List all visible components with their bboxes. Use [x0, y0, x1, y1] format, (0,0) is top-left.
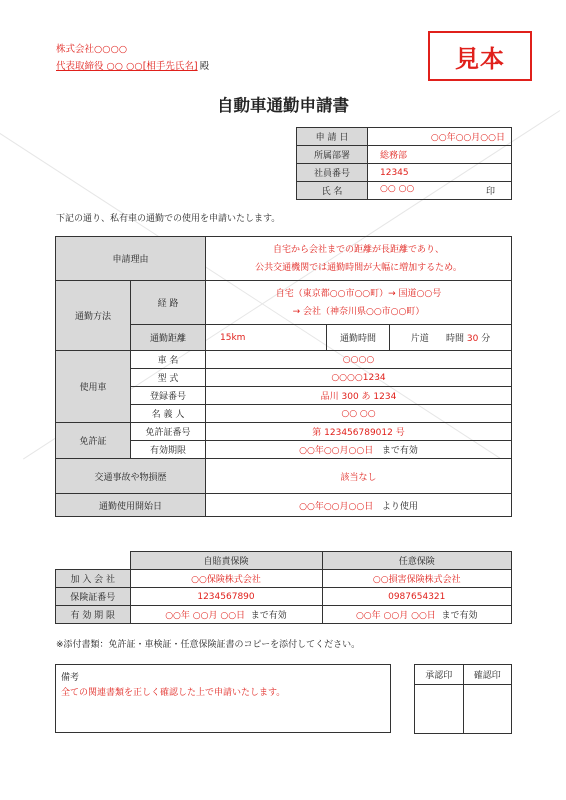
route-cell [206, 281, 512, 325]
time-prefix: 片道 [410, 334, 429, 344]
table-row [56, 552, 512, 570]
license-label: 免許証 [56, 423, 131, 459]
table-row [56, 588, 512, 606]
model-value: ○○○○1234 [206, 369, 512, 387]
policy-number-label: 保険証番号 [56, 588, 131, 606]
compulsory-policy-number: 1234567890 [130, 588, 322, 606]
license-expiry-suffix: まで有効 [381, 446, 418, 456]
attachment-note: ※添付書類：免許証・車検証・任意保険証書のコピーを添付してください。 [56, 640, 361, 650]
confirmation-seal-label: 確認印 [463, 665, 512, 685]
model-label: 型 式 [131, 369, 206, 387]
date-label: 申 請 日 [297, 128, 368, 146]
reason-label: 申請理由 [56, 237, 206, 281]
application-form-table [55, 236, 512, 517]
commute-time-label: 通勤時間 [327, 325, 390, 351]
reason-cell [206, 237, 512, 281]
start-date-value: ○○年○○月○○日 [299, 501, 374, 512]
name-cell [368, 182, 512, 200]
license-expiry-value: ○○年○○月○○日 [299, 446, 374, 456]
reason-line-1: 自宅から会社までの距離が長距離であり、 [272, 244, 444, 255]
table-row [56, 606, 512, 624]
approval-seal-label: 承認印 [415, 665, 464, 685]
registration-label: 登録番号 [131, 387, 206, 405]
applicant-info-table [296, 127, 512, 200]
vehicle-label: 使用車 [56, 351, 131, 423]
license-expiry-cell [206, 441, 512, 459]
remarks-label: 備考 [61, 673, 80, 683]
voluntary-policy-number: 0987654321 [322, 588, 512, 606]
distance-label: 通勤距離 [131, 325, 206, 351]
honorific: 殿 [199, 61, 210, 72]
license-number-value: 第 123456789012 号 [206, 423, 512, 441]
table-row [56, 423, 512, 441]
voluntary-insurer-value: ○○損害保険株式会社 [322, 570, 512, 588]
employee-id-label: 社員番号 [297, 164, 368, 182]
table-row [56, 281, 512, 325]
addressee [56, 58, 209, 72]
employee-id-value: 12345 [368, 164, 512, 182]
sample-stamp: 見本 [428, 31, 532, 81]
route-label: 経 路 [131, 281, 206, 325]
voluntary-expiry-cell [322, 606, 512, 624]
remarks-text: 全ての関連書類を正しく確認した上で申請いたします。 [61, 688, 286, 698]
table-row [297, 164, 512, 182]
table-row [297, 146, 512, 164]
time-value: 30 [466, 334, 479, 344]
table-row [415, 665, 512, 685]
time-unit-minutes: 分 [481, 334, 491, 344]
corner-cell [56, 552, 131, 570]
start-date-cell [206, 494, 512, 517]
license-expiry-label: 有効期限 [131, 441, 206, 459]
compulsory-expiry-value: ○○年 ○○月 ○○日 [165, 611, 246, 621]
company-name: 株式会社○○○○ [56, 44, 128, 55]
compulsory-insurer-value: ○○保険株式会社 [130, 570, 322, 588]
table-row [56, 459, 512, 494]
table-row [56, 494, 512, 517]
voluntary-expiry-suffix: まで有効 [441, 611, 478, 621]
license-number-label: 免許証番号 [131, 423, 206, 441]
compulsory-expiry-cell [130, 606, 322, 624]
intro-text: 下記の通り、私有車の通勤での使用を申請いたします。 [56, 214, 281, 224]
car-name-value: ○○○○ [206, 351, 512, 369]
insurance-expiry-label: 有 効 期 限 [56, 606, 131, 624]
accident-history-label: 交通事故や物損歴 [56, 459, 206, 494]
seal-mark: 印 [485, 187, 495, 197]
insurance-table [55, 551, 512, 624]
name-value: ○○ ○○ [380, 184, 415, 194]
name-label: 氏 名 [297, 182, 368, 200]
distance-value: 15km [206, 325, 327, 351]
addressee-name: 代表取締役 ○○ ○○[相手先氏名] [56, 61, 198, 72]
document-title: 自動車通勤申請書 [217, 96, 349, 115]
approval-seal-box [415, 685, 464, 734]
owner-value: ○○ ○○ [206, 405, 512, 423]
owner-label: 名 義 人 [131, 405, 206, 423]
commute-time-value-cell [390, 325, 512, 351]
voluntary-insurance-header: 任意保険 [322, 552, 512, 570]
registration-value: 品川 300 あ 1234 [206, 387, 512, 405]
table-row [56, 570, 512, 588]
table-row [297, 182, 512, 200]
table-row [56, 351, 512, 369]
remarks-box [55, 664, 391, 733]
commute-method-label: 通勤方法 [56, 281, 131, 351]
car-name-label: 車 名 [131, 351, 206, 369]
seal-table [414, 664, 512, 734]
table-row [415, 685, 512, 734]
accident-history-value: 該当なし [206, 459, 512, 494]
reason-line-2: 公共交通機関では通勤時間が大幅に増加するため。 [255, 262, 462, 273]
insurer-label: 加 入 会 社 [56, 570, 131, 588]
route-line-1: 自宅（東京都○○市○○町）→ 国道○○号 [275, 288, 442, 299]
table-row [56, 237, 512, 281]
time-unit-hours: 時間 [445, 334, 464, 344]
date-value: ○○年○○月○○日 [368, 128, 512, 146]
department-value: 総務部 [368, 146, 512, 164]
table-row [297, 128, 512, 146]
department-label: 所属部署 [297, 146, 368, 164]
start-date-label: 通勤使用開始日 [56, 494, 206, 517]
confirmation-seal-box [463, 685, 512, 734]
start-date-suffix: より使用 [381, 501, 418, 512]
compulsory-expiry-suffix: まで有効 [250, 611, 287, 621]
voluntary-expiry-value: ○○年 ○○月 ○○日 [355, 611, 436, 621]
route-line-2: → 会社（神奈川県○○市○○町） [292, 306, 425, 317]
compulsory-insurance-header: 自賠責保険 [130, 552, 322, 570]
